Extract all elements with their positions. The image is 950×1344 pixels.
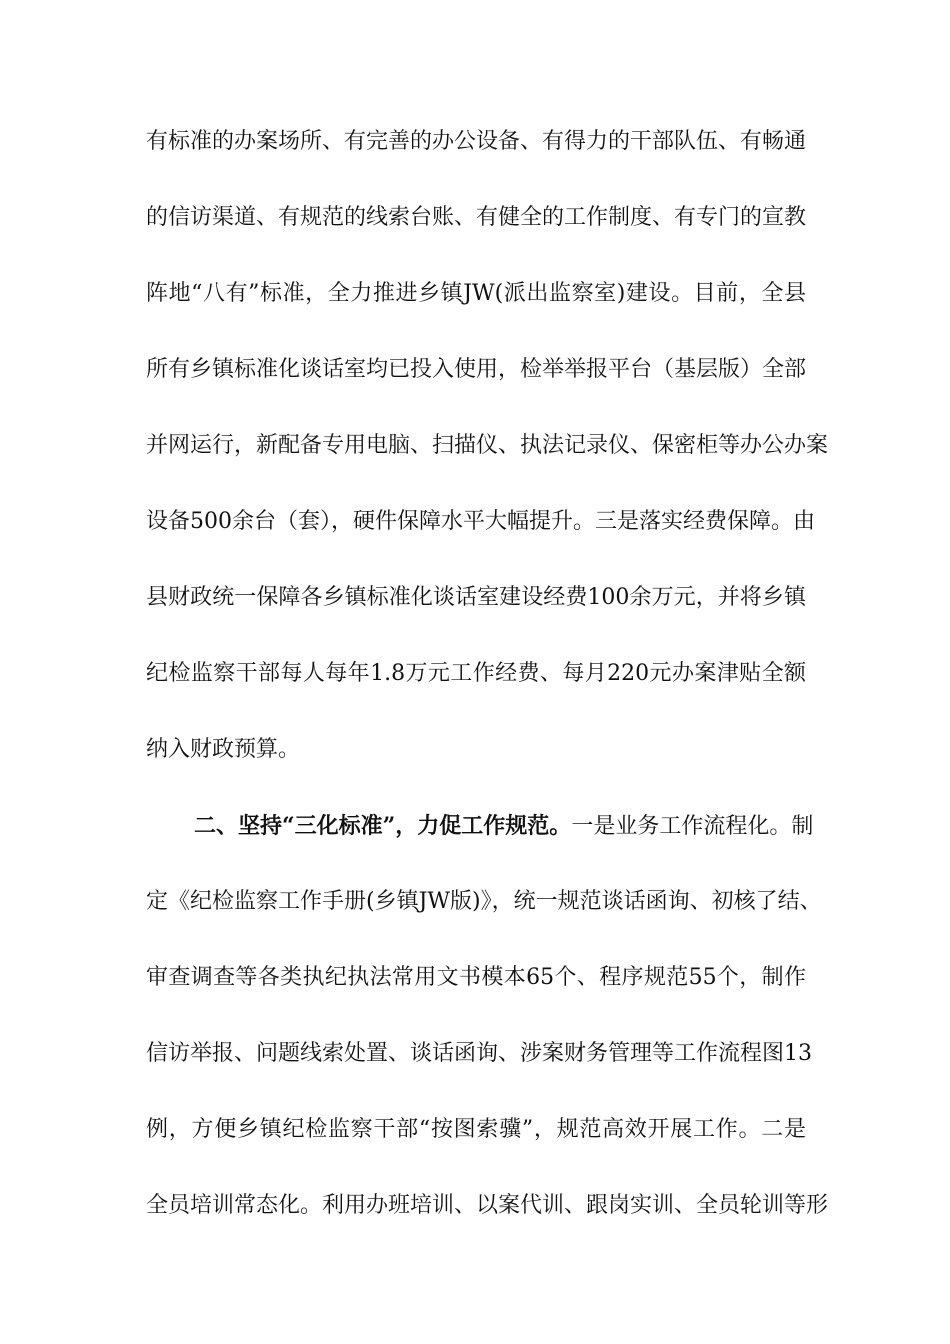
paragraph-line-9: 纳入财政预算。	[146, 737, 301, 762]
section-line-2: 审查调查等各类执纪执法常用文书模本65个、程序规范55个，制作	[146, 965, 806, 990]
section-line-3: 信访举报、问题线索处置、谈话函询、涉案财务管理等工作流程图13	[146, 1041, 812, 1066]
paragraph-line-8: 纪检监察干部每人每年1.8万元工作经费、每月220元办案津贴全额	[146, 661, 806, 686]
paragraph-line-4: 所有乡镇标准化谈话室均已投入使用，检举举报平台（基层版）全部	[146, 357, 807, 382]
section-line-4: 例，方便乡镇纪检监察干部“按图索骥”，规范高效开展工作。二是	[146, 1117, 806, 1142]
paragraph-line-5: 并网运行，新配备专用电脑、扫描仪、执法记录仪、保密柜等办公办案	[146, 433, 829, 458]
paragraph-line-6: 设备500余台（套），硬件保障水平大幅提升。三是落实经费保障。由	[146, 509, 815, 534]
section-first-line-text: 一是业务工作流程化。制	[571, 814, 814, 839]
paragraph-line-1: 有标准的办案场所、有完善的办公设备、有得力的干部队伍、有畅通	[146, 129, 807, 154]
paragraph-line-2: 的信访渠道、有规范的线索台账、有健全的工作制度、有专门的宣教	[146, 205, 807, 230]
paragraph-line-3: 阵地“八有”标准，全力推进乡镇JW(派出监察室)建设。目前，全县	[146, 281, 807, 306]
section-line-1: 定《纪检监察工作手册(乡镇JW版)》，统一规范谈话函询、初核了结、	[146, 889, 822, 914]
section-first-line	[194, 806, 814, 846]
section-heading: 二、坚持“三化标准”，力促工作规范。	[194, 813, 572, 839]
section-line-5: 全员培训常态化。利用办班培训、以案代训、跟岗实训、全员轮训等形	[146, 1193, 829, 1218]
paragraph-line-7: 县财政统一保障各乡镇标准化谈话室建设经费100余万元，并将乡镇	[146, 585, 806, 610]
